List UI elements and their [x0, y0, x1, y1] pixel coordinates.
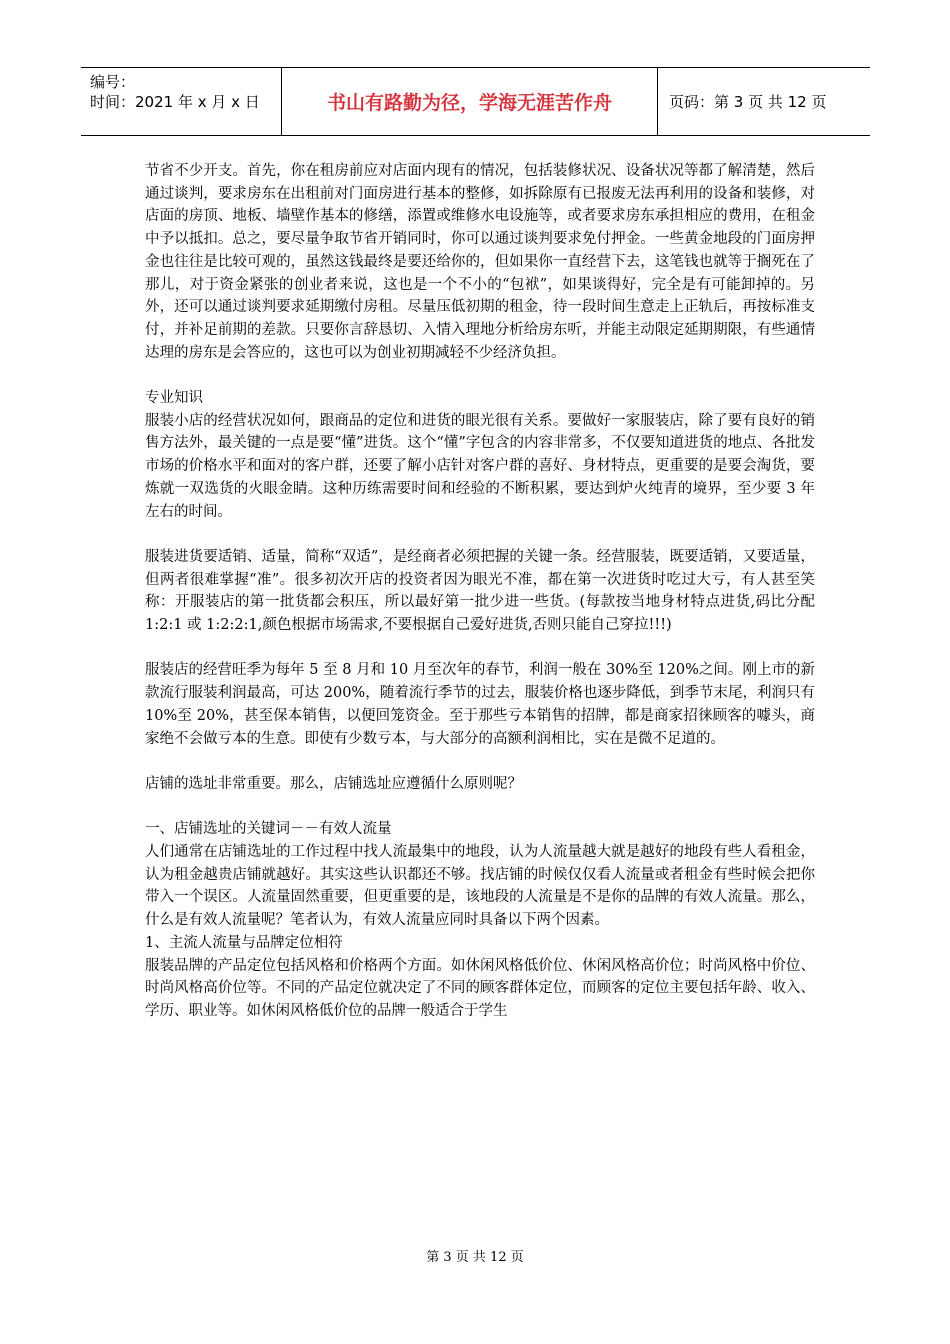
- document-body: [145, 160, 815, 1023]
- paragraph-spacer: [145, 523, 815, 546]
- paragraph: 服装品牌的产品定位包括风格和价格两个方面。如休闲风格低价位、休闲风格高价位；时尚风格中价位、时尚风格高价位等。不同的产品定位就决定了不同的顾客群体定位，而顾客的定位主要包括年龄、收入、学历、职业等。如休闲风格低价位的品牌一般适合于学生: [145, 957, 815, 1019]
- paragraph: 店铺的选址非常重要。那么，店铺选址应遵循什么原则呢？: [145, 775, 522, 792]
- section-heading: 一、店铺选址的关键词－－有效人流量: [145, 821, 392, 838]
- paragraph: 节省不少开支。首先，你在租房前应对店面内现有的情况，包括装修状况、设备状况等都了解清楚，然后通过谈判，要求房东在出租前对门面房进行基本的整修，如拆除原有已报废无法再利用的设备和装修，对店面的房顶、地板、墙壁作基本的修缮，添置或维修水电设施等，或者要求房东承担相应的费用，在租金中予以抵扣。总之，要尽量争取节省开销同时，你可以通过谈判要求免付押金。一些黄金地段的门面房押金也往往是比较可观的，虽然这钱最终是要还给你的，但如果你一直经营下去，这笔钱也就等于搁死在了那儿，对于资金紧张的创业者来说，这也是一个不小的“包袱”，如果谈得好，完全是有可能卸掉的。另外，还可以通过谈判要求延期缴付房租。尽量压低初期的租金，待一段时间生意走上正轨后，再按标准支付，并补足前期的差款。只要你言辞恳切、入情入理地分析给房东听，并能主动限定延期期限，有些通情达理的房东是会答应的，这也可以为创业初期减轻不少经济负担。: [145, 163, 815, 361]
- paragraph: 服装进货要适销、适量，简称“双适”，是经商者必须把握的关键一条。经营服装，既要适销，又要适量，但两者很难掌握“准”。很多初次开店的投资者因为眼光不准，都在第一次进货时吃过大亏，有人甚至笑称：开服装店的第一批货都会积压，所以最好第一批少进一些货。(每款按当地身材特点进货,码比分配 1:2:1 或 1:2:2:1,颜色根据市场需求,不要根据自己爱好进货,否则只能自己穿拉!!!): [145, 548, 815, 634]
- paragraph-spacer: [145, 796, 815, 819]
- document-number-label: 编号：: [90, 73, 136, 91]
- header-meta-cell: [81, 68, 282, 135]
- paragraph-spacer: [145, 364, 815, 387]
- paragraph-spacer: [145, 750, 815, 773]
- page-header: [81, 67, 870, 136]
- subsection-heading: 1、主流人流量与品牌定位相符: [145, 934, 343, 951]
- header-page-info: 页码：第 3 页 共 12 页: [669, 93, 827, 111]
- paragraph: 服装店的经营旺季为每年 5 至 8 月和 10 月至次年的春节，利润一般在 30%至 120%之间。刚上市的新款流行服装利润最高，可达 200%，随着流行季节的过去，服装价格也逐步降低，到季节末尾，利润只有 10%至 20%，甚至保本销售，以便回笼资金。至于那些亏本销售的招牌，都是商家招徕顾客的噱头，商家绝不会做亏本的生意。即使有少数亏本，与大部分的高额利润相比，实在是微不足道的。: [145, 662, 815, 747]
- section-heading: 专业知识: [145, 390, 203, 407]
- header-motto: 书山有路勤为径，学海无涯苦作舟: [282, 68, 658, 135]
- paragraph: 人们通常在店铺选址的工作过程中找人流最集中的地段，认为人流量越大就是越好的地段有些人看租金，认为租金越贵店铺就越好。其实这些认识都还不够。找店铺的时候仅仅看人流量或者租金有些时候会把你带入一个误区。人流量固然重要，但更重要的是，该地段的人流量是不是你的品牌的有效人流量。那么，什么是有效人流量呢？笔者认为，有效人流量应同时具备以下两个因素。: [145, 844, 815, 929]
- document-date-label: 时间：2021 年 x 月 x 日: [90, 93, 260, 111]
- page-footer: 第 3 页 共 12 页: [426, 1250, 524, 1265]
- paragraph: 服装小店的经营状况如何，跟商品的定位和进货的眼光很有关系。要做好一家服装店，除了要有良好的销售方法外，最关键的一点是要“懂”进货。这个“懂”字包含的内容非常多，不仅要知道进货的地点、各批发市场的价格水平和面对的客户群，还要了解小店针对客户群的喜好、身材特点，更重要的是要会淘货，要炼就一双选货的火眼金睛。这种历练需要时间和经验的不断积累，要达到炉火纯青的境界，至少要 3 年左右的时间。: [145, 412, 815, 520]
- paragraph-spacer: [145, 637, 815, 660]
